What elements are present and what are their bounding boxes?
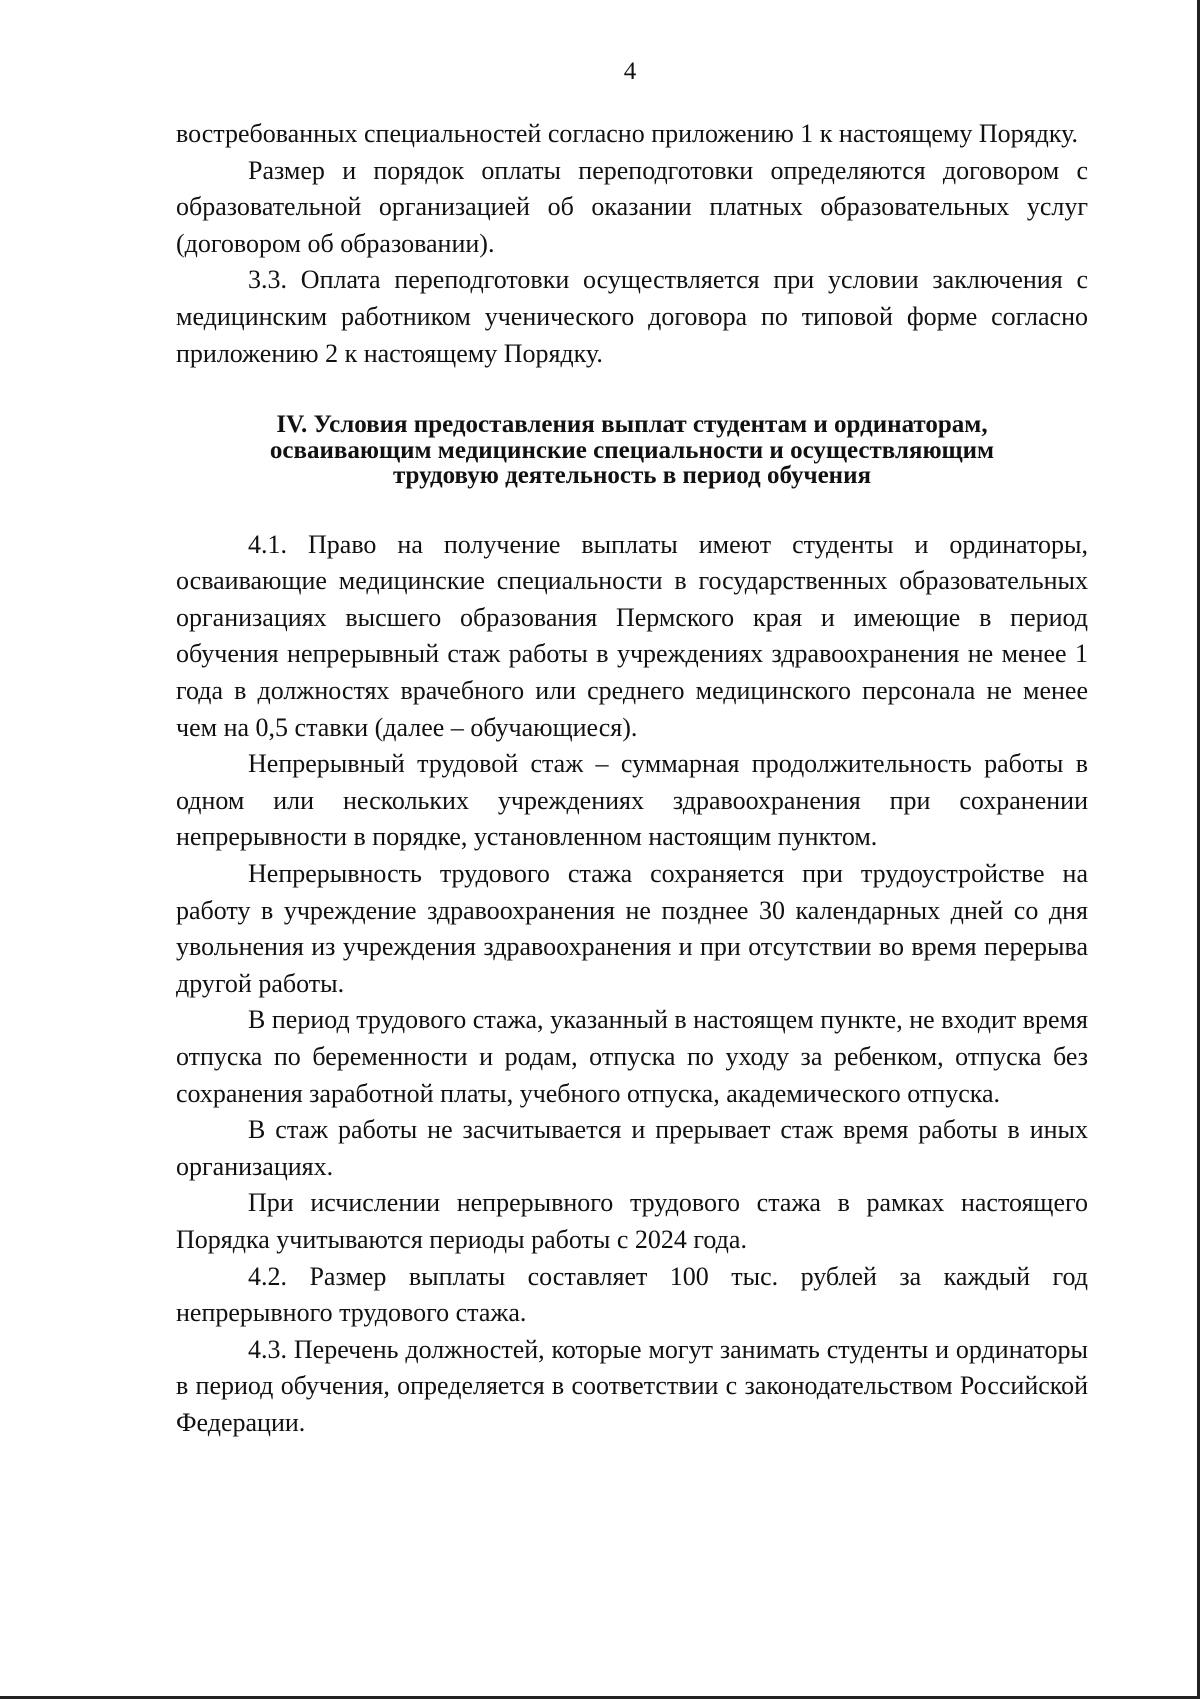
paragraph-continuous-service: Непрерывный трудовой стаж – суммарная продолжительность работы в одном или нескольких учреждениях здравоохранения при сохранении непрерывности в порядке, установленном настоящим пунктом. [176, 749, 1088, 852]
paragraph-periods-from-2024: При исчислении непрерывного трудового стажа в рамках настоящего Порядка учитываются периоды работы с 2024 года. [176, 1188, 1088, 1254]
document-body [176, 116, 1088, 1442]
heading-line: IV. Условия предоставления выплат студентам и ординаторам, [276, 411, 988, 439]
section-4-heading [176, 412, 1088, 489]
paragraph-4-3: 4.3. Перечень должностей, которые могут занимать студенты и ординаторы в период обучения, определяется в соответствии с законодательством Российской Федерации. [176, 1334, 1088, 1437]
paragraph-4-1: 4.1. Право на получение выплаты имеют студенты и ординаторы, осваивающие медицинские специальности в государственных образовательных организациях высшего образования Пермского края и имеющие в период обучения непрерывный стаж работы в учреждениях здравоохранения не менее 1 года в должностях врачебного или среднего медицинского персонала не менее чем на 0,5 ставки (далее – обучающиеся). [176, 529, 1088, 742]
paragraph-3-3: 3.3. Оплата переподготовки осуществляется при условии заключения с медицинским работником ученического договора по типовой форме согласно приложению 2 к настоящему Порядку. [176, 265, 1088, 368]
paragraph-payment-size: Размер и порядок оплаты переподготовки определяются договором с образовательной организацией об оказании платных образовательных услуг (договором об образовании). [176, 155, 1088, 258]
paragraph-continuity-preserved: Непрерывность трудового стажа сохраняется при трудоустройстве на работу в учреждение здравоохранения не позднее 30 календарных дней со дня увольнения из учреждения здравоохранения и при отсутствии во время перерыва другой работы. [176, 859, 1088, 998]
page-number: 4 [623, 58, 637, 85]
paragraph-4-2: 4.2. Размер выплаты составляет 100 тыс. рублей за каждый год непрерывного трудового стажа. [176, 1261, 1088, 1328]
paragraph-continuation: востребованных специальностей согласно приложению 1 к настоящему Порядку. [176, 119, 1079, 148]
paragraph-excluded-periods: В период трудового стажа, указанный в настоящем пункте, не входит время отпуска по беременности и родам, отпуска по уходу за ребенком, отпуска без сохранения заработной платы, учебного отпуска, академического отпуска. [176, 1005, 1088, 1108]
paragraph-other-organizations: В стаж работы не засчитывается и прерывает стаж время работы в иных организациях. [176, 1115, 1088, 1181]
heading-line: трудовую деятельность в период обучения [392, 462, 872, 490]
heading-line: осваивающим медицинские специальности и осуществляющим [269, 436, 995, 464]
